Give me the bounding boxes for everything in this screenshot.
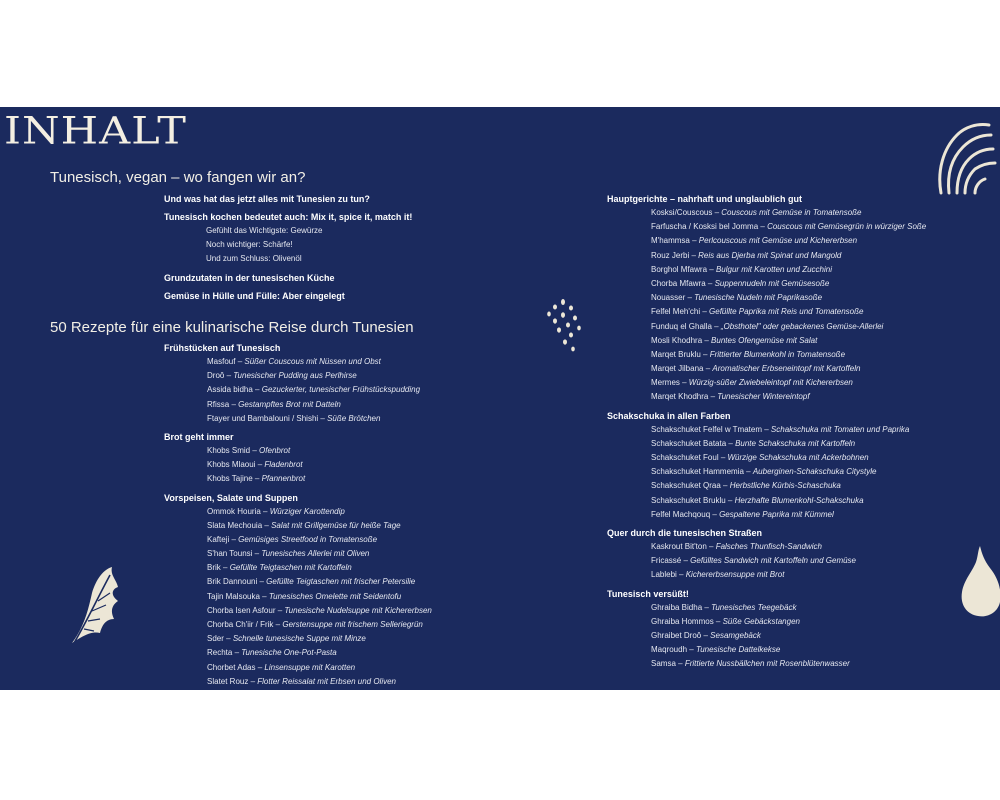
recipe-name: Chorbet Adas bbox=[207, 662, 256, 672]
recipe-name: Felfel Machqouq bbox=[651, 509, 711, 519]
separator: – bbox=[252, 385, 262, 395]
toc-entry bbox=[164, 472, 564, 486]
section-title: Grundzutaten in der tunesischen Küche bbox=[164, 272, 335, 283]
recipe-name: Masfouf bbox=[207, 357, 236, 366]
toc-entry bbox=[607, 376, 997, 390]
recipe-name: Ftayer und Bambalouni / Shishi bbox=[207, 413, 319, 423]
recipe-description: Suppennudeln mit Gemüsesoße bbox=[714, 278, 830, 288]
separator: – bbox=[252, 549, 262, 559]
recipe-name: Schakschuket Bruklu bbox=[651, 495, 726, 505]
recipe-name: Kafteji bbox=[207, 534, 230, 544]
recipe-description: Sesamgebäck bbox=[710, 630, 761, 640]
section-title: Vorspeisen, Salate und Suppen bbox=[164, 492, 298, 503]
part2-left-contents bbox=[164, 341, 564, 689]
recipe-description: Tunesische Dattelkekse bbox=[695, 645, 781, 655]
toc-entry bbox=[164, 355, 564, 369]
recipe-name: Schakschuket Qraa bbox=[651, 481, 721, 491]
separator: – bbox=[718, 453, 728, 462]
toc-entry bbox=[607, 568, 997, 582]
recipe-description: Fladenbrot bbox=[264, 460, 303, 470]
recipe-description: Frittierte Nussbällchen mit Rosenblütenwasser bbox=[684, 659, 850, 669]
recipe-name: Slatet Rouz bbox=[207, 676, 249, 686]
separator: – bbox=[250, 445, 260, 455]
recipe-name: Sder bbox=[207, 634, 224, 644]
toc-entry bbox=[607, 291, 997, 305]
section-title: Und was hat das jetzt alles mit Tunesien zu tun? bbox=[164, 194, 370, 204]
page-title: INHALT bbox=[4, 109, 187, 153]
separator: – bbox=[712, 208, 722, 217]
recipe-name: Ghraiba Bidha bbox=[651, 602, 703, 612]
section-title: Schakschuka in allen Farben bbox=[607, 410, 731, 421]
toc-entry bbox=[607, 220, 997, 234]
section-title: Quer durch die tunesischen Straßen bbox=[607, 527, 763, 538]
recipe-name: Gefühlt das Wichtigste: Gewürze bbox=[206, 226, 323, 235]
separator: – bbox=[725, 495, 735, 505]
separator: – bbox=[705, 278, 715, 288]
separator: – bbox=[318, 413, 328, 423]
recipe-description: Aromatischer Erbseneintopf mit Kartoffeln bbox=[712, 364, 861, 374]
recipe-description: Gefüllte Teigtaschen mit Kartoffeln bbox=[229, 563, 352, 573]
section-title: Gemüse in Hülle und Fülle: Aber eingelegt bbox=[164, 290, 345, 301]
recipe-description: Tunesischer Wintereintopf bbox=[717, 392, 810, 402]
part1-heading: Tunesisch, vegan – wo fangen wir an? bbox=[50, 169, 306, 186]
separator: – bbox=[762, 424, 771, 434]
recipe-name: Samsa bbox=[651, 659, 676, 669]
toc-entry bbox=[607, 629, 997, 643]
separator: – bbox=[726, 438, 736, 448]
section-title: Brot geht immer bbox=[164, 431, 234, 442]
separator: – bbox=[681, 556, 691, 566]
separator: – bbox=[223, 634, 233, 644]
recipe-description: Tunesische One-Pot-Pasta bbox=[241, 648, 337, 658]
separator: – bbox=[713, 616, 723, 626]
separator: – bbox=[235, 357, 245, 366]
toc-entry bbox=[164, 590, 564, 604]
recipe-description: Herzhafte Blumenkohl-Schakschuka bbox=[734, 495, 864, 505]
toc-entry bbox=[164, 369, 564, 383]
separator: – bbox=[257, 577, 267, 587]
recipe-name: S'han Tounsi bbox=[207, 549, 253, 559]
recipe-description: Tunesisches Allerlei mit Oliven bbox=[261, 549, 370, 559]
separator: – bbox=[259, 591, 269, 601]
recipe-name: Assida bidha bbox=[207, 385, 253, 395]
recipe-description: Tunesische Nudeln mit Paprikasoße bbox=[694, 293, 823, 303]
separator: – bbox=[255, 662, 265, 672]
recipe-name: Slata Mechouia bbox=[207, 520, 263, 530]
separator: – bbox=[701, 630, 711, 640]
recipe-name: Kaskrout Bit'ton bbox=[651, 541, 707, 551]
recipe-description: Süße Brötchen bbox=[327, 413, 381, 423]
recipe-name: Und zum Schluss: Olivenöl bbox=[206, 254, 302, 264]
toc-entry bbox=[607, 206, 997, 220]
toc-entry bbox=[607, 643, 997, 657]
separator: – bbox=[706, 541, 716, 551]
recipe-description: Schakschuka mit Tomaten und Paprika bbox=[770, 424, 910, 434]
recipe-name: Ghraiba Hommos bbox=[651, 616, 714, 626]
toc-entry bbox=[164, 632, 564, 646]
separator: – bbox=[689, 250, 699, 260]
recipe-description: Buntes Ofengemüse mit Salat bbox=[711, 335, 818, 345]
toc-entry bbox=[164, 661, 564, 675]
recipe-description: „Obsthotel" oder gebackenes Gemüse-Allerlei bbox=[720, 321, 884, 331]
recipe-description: Bunte Schakschuka mit Kartoffeln bbox=[735, 438, 856, 448]
recipe-description: Flotter Reissalat mit Erbsen und Oliven bbox=[257, 676, 396, 686]
section-title: Tunesisch kochen bedeutet auch: Mix it, spice it, match it! bbox=[164, 212, 413, 222]
toc-entry bbox=[607, 362, 997, 376]
recipe-name: Noch wichtiger: Schärfe! bbox=[206, 240, 293, 250]
recipe-name: Brik Dannouni bbox=[207, 577, 258, 587]
recipe-description: Gespaltene Paprika mit Kümmel bbox=[719, 509, 834, 519]
separator: – bbox=[229, 534, 239, 544]
recipe-description: Salat mit Grillgemüse für heiße Tage bbox=[271, 520, 401, 530]
recipe-name: Khobs Mlaoui bbox=[207, 460, 256, 470]
recipe-name: Marqet Bruklu bbox=[651, 349, 701, 359]
recipe-description: Bulgur mit Karotten und Zucchini bbox=[715, 264, 832, 274]
section-title: Hauptgerichte – nahrhaft und unglaublich gut bbox=[607, 194, 802, 204]
separator: – bbox=[255, 460, 265, 470]
separator: – bbox=[262, 520, 272, 530]
recipe-description: Würzige Schakschuka mit Ackerbohnen bbox=[727, 453, 869, 462]
recipe-name: Rouz Jerbi bbox=[651, 250, 690, 260]
toc-entry bbox=[164, 444, 564, 458]
separator: – bbox=[275, 605, 285, 615]
recipe-name: Chorba Mfawra bbox=[651, 278, 706, 288]
recipe-name: Borghol Mfawra bbox=[651, 264, 708, 274]
recipe-description: Tunesischer Pudding aus Perlhirse bbox=[233, 371, 357, 381]
recipe-description: Reis aus Djerba mit Spinat und Mangold bbox=[698, 250, 842, 260]
toc-entry bbox=[607, 390, 997, 404]
toc-entry bbox=[164, 519, 564, 533]
part2-heading: 50 Rezepte für eine kulinarische Reise durch Tunesien bbox=[50, 319, 414, 336]
recipe-description: Süße Gebäckstangen bbox=[722, 616, 800, 626]
toc-entry bbox=[607, 554, 997, 568]
part1-contents bbox=[164, 192, 564, 303]
recipe-name: Brik bbox=[207, 563, 221, 573]
toc-entry bbox=[607, 277, 997, 291]
dots-illustration-icon bbox=[543, 298, 585, 354]
separator: – bbox=[676, 570, 686, 580]
toc-entry bbox=[164, 398, 564, 412]
recipe-name: Kosksi/Couscous bbox=[651, 208, 713, 217]
toc-entry bbox=[607, 494, 997, 508]
recipe-name: Schakschuket Felfel w Tmatem bbox=[651, 424, 763, 434]
separator: – bbox=[232, 648, 242, 658]
section-title: Tunesisch versüßt! bbox=[607, 588, 689, 599]
separator: – bbox=[708, 392, 718, 402]
recipe-name: Funduq el Ghalla bbox=[651, 321, 712, 331]
section-title: Frühstücken auf Tunesisch bbox=[164, 343, 281, 353]
recipe-description: Pfannenbrot bbox=[261, 474, 306, 484]
recipe-description: Gefüllte Paprika mit Reis und Tomatensoße bbox=[709, 307, 864, 317]
separator: – bbox=[220, 563, 230, 573]
toc-entry bbox=[607, 334, 997, 348]
recipe-name: Droô bbox=[207, 371, 225, 381]
separator: – bbox=[720, 481, 730, 491]
recipe-description: Gefülltes Sandwich mit Kartoffeln und Gemüse bbox=[690, 556, 856, 566]
recipe-description: Gefüllte Teigtaschen mit frischer Petersilie bbox=[266, 577, 416, 587]
toc-entry bbox=[607, 320, 997, 334]
recipe-description: Süßer Couscous mit Nüssen und Obst bbox=[244, 357, 381, 366]
fig-illustration-icon bbox=[958, 544, 1000, 618]
toc-entry bbox=[164, 575, 564, 589]
toc-entry bbox=[607, 465, 997, 479]
recipe-name: Nouasser bbox=[651, 293, 686, 303]
book-spread bbox=[0, 107, 1000, 690]
recipe-name: Lablebi bbox=[651, 570, 677, 580]
recipe-description: Gerstensuppe mit frischem Selleriegrün bbox=[282, 620, 423, 629]
toc-entry bbox=[164, 412, 564, 426]
separator: – bbox=[229, 399, 239, 409]
recipe-name: Rfissa bbox=[207, 399, 230, 409]
toc-entry bbox=[164, 561, 564, 575]
recipe-description: Couscous mit Gemüse in Tomatensoße bbox=[721, 208, 862, 217]
recipe-name: Schakschuket Hammemia bbox=[651, 467, 744, 477]
toc-entry bbox=[607, 451, 997, 465]
recipe-name: Khobs Tajine bbox=[207, 474, 253, 484]
separator: – bbox=[702, 335, 712, 345]
toc-entry bbox=[164, 252, 564, 266]
toc-entry bbox=[607, 601, 997, 615]
separator: – bbox=[689, 236, 699, 246]
recipe-description: Würziger Karottendip bbox=[269, 506, 345, 516]
toc-entry bbox=[164, 604, 564, 618]
recipe-name: Chorba Isen Asfour bbox=[207, 605, 276, 615]
toc-entry bbox=[607, 348, 997, 362]
toc-entry bbox=[607, 540, 997, 554]
toc-entry bbox=[164, 547, 564, 561]
recipe-description: Kichererbsensuppe mit Brot bbox=[685, 570, 785, 580]
recipe-name: Farfuscha / Kosksi bel Jomma bbox=[651, 222, 759, 232]
toc-entry bbox=[607, 657, 997, 671]
recipe-name: Fricassé bbox=[651, 556, 682, 566]
separator: – bbox=[707, 264, 716, 274]
recipe-name: Marqet Khodhra bbox=[651, 392, 709, 402]
recipe-description: Tunesische Nudelsuppe mit Kichererbsen bbox=[284, 605, 432, 615]
recipe-name: Felfel Meh'chi bbox=[651, 307, 701, 317]
separator: – bbox=[679, 378, 689, 388]
recipe-name: Khobs Smid bbox=[207, 445, 251, 455]
recipe-description: Tunesisches Teegebäck bbox=[711, 602, 797, 612]
recipe-name: Marqet Jilbana bbox=[651, 364, 704, 374]
recipe-description: Tunesisches Omelette mit Seidentofu bbox=[268, 591, 402, 601]
toc-entry bbox=[164, 458, 564, 472]
toc-entry bbox=[607, 249, 997, 263]
separator: – bbox=[702, 602, 712, 612]
toc-entry bbox=[164, 533, 564, 547]
recipe-name: Chorba Ch'iir / Frik bbox=[207, 620, 274, 629]
separator: – bbox=[224, 371, 234, 381]
toc-entry bbox=[607, 479, 997, 493]
recipe-name: Schakschuket Batata bbox=[651, 438, 727, 448]
sun-rays-illustration-icon bbox=[935, 121, 997, 197]
toc-entry bbox=[164, 383, 564, 397]
toc-entry bbox=[164, 675, 564, 689]
toc-entry bbox=[607, 615, 997, 629]
recipe-description: Gestampftes Brot mit Datteln bbox=[238, 399, 341, 409]
recipe-name: Mosli Khodhra bbox=[651, 335, 703, 345]
separator: – bbox=[252, 474, 262, 484]
leaf-illustration-icon bbox=[66, 563, 126, 649]
toc-entry bbox=[164, 646, 564, 660]
recipe-name: Schakschuket Foul bbox=[651, 453, 719, 462]
toc-entry bbox=[607, 234, 997, 248]
toc-entry bbox=[164, 238, 564, 252]
recipe-description: Linsensuppe mit Karotten bbox=[264, 662, 356, 672]
recipe-description: Couscous mit Gemüsegrün in würziger Soße bbox=[767, 222, 927, 232]
separator: – bbox=[685, 293, 695, 303]
toc-entry bbox=[164, 618, 564, 632]
recipe-description: Frittierter Blumenkohl in Tomatensoße bbox=[709, 349, 846, 359]
toc-entry bbox=[607, 263, 997, 277]
recipe-description: Gezuckerter, tunesischer Frühstückspudding bbox=[261, 385, 421, 395]
recipe-description: Würzig-süßer Zwiebeleintopf mit Kichererbsen bbox=[688, 378, 853, 388]
separator: – bbox=[700, 307, 710, 317]
recipe-name: Ghraibet Droô bbox=[651, 630, 702, 640]
separator: – bbox=[675, 659, 685, 669]
part2-right-contents bbox=[607, 192, 997, 671]
toc-entry bbox=[607, 508, 997, 522]
separator: – bbox=[260, 506, 270, 516]
recipe-name: Ommok Houria bbox=[207, 506, 261, 516]
separator: – bbox=[711, 321, 721, 331]
recipe-name: Maqroudh bbox=[651, 645, 688, 655]
separator: – bbox=[743, 467, 753, 477]
toc-entry bbox=[164, 224, 564, 238]
toc-entry bbox=[607, 305, 997, 319]
recipe-name: Rechta bbox=[207, 648, 233, 658]
recipe-name: Tajin Malsouka bbox=[207, 591, 260, 601]
separator: – bbox=[248, 676, 258, 686]
recipe-description: Falsches Thunfisch-Sandwich bbox=[715, 541, 822, 551]
toc-entry bbox=[607, 437, 997, 451]
toc-entry bbox=[164, 505, 564, 519]
recipe-description: Auberginen-Schakschuka Citystyle bbox=[752, 467, 877, 477]
separator: – bbox=[687, 645, 696, 655]
recipe-name: M'hammsa bbox=[651, 236, 690, 246]
separator: – bbox=[273, 620, 283, 629]
separator: – bbox=[710, 509, 720, 519]
recipe-description: Ofenbrot bbox=[259, 445, 291, 455]
separator: – bbox=[703, 364, 713, 374]
recipe-description: Schnelle tunesische Suppe mit Minze bbox=[232, 634, 366, 644]
recipe-description: Herbstliche Kürbis-Schaschuka bbox=[729, 481, 841, 491]
toc-entry bbox=[607, 423, 997, 437]
separator: – bbox=[758, 222, 768, 232]
separator: – bbox=[700, 349, 710, 359]
recipe-description: Gemüsiges Streetfood in Tomatensoße bbox=[238, 534, 378, 544]
recipe-name: Mermes bbox=[651, 378, 680, 388]
recipe-description: Perlcouscous mit Gemüse und Kichererbsen bbox=[698, 236, 858, 246]
